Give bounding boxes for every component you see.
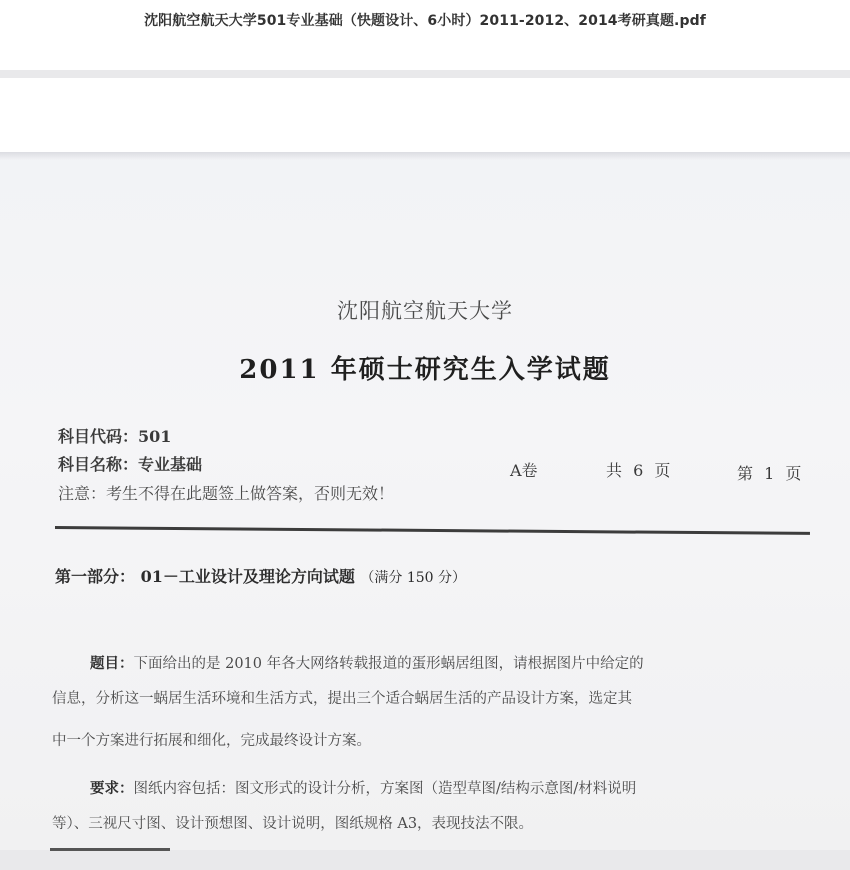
requirement-text-1: 图纸内容包括：图文形式的设计分析，方案图（造型草图/结构示意图/材料说明 <box>133 781 637 797</box>
question-text-1: 下面给出的是 2010 年各大网络转载报道的蛋形蜗居组图，请根据图片中给定的 <box>133 656 644 672</box>
document-title-bar <box>0 0 850 70</box>
part-score: （满分 150 分） <box>360 570 467 586</box>
page-edge-shadow <box>0 152 850 160</box>
header-rule <box>55 526 810 535</box>
title-divider <box>0 70 850 78</box>
paper-type: A卷 <box>510 461 538 480</box>
question-line-2: 信息，分析这一蜗居生活环境和生活方式，提出三个适合蜗居生活的产品设计方案，选定其 <box>52 691 632 707</box>
university-name: 沈阳航空航天大学 <box>337 299 513 323</box>
page-gap <box>0 78 850 152</box>
next-page-rule <box>50 848 170 851</box>
requirement-line-1 <box>90 777 636 798</box>
part-heading-text: 第一部分： 01－工业设计及理论方向试题 <box>55 567 355 586</box>
page-current: 第 1 页 <box>737 464 802 483</box>
subject-name: 科目名称：专业基础 <box>58 455 203 474</box>
question-line-1 <box>90 652 644 673</box>
document-page <box>0 152 850 850</box>
exam-title: 2011 年硕士研究生入学试题 <box>239 355 611 385</box>
exam-notice: 注意：考生不得在此题签上做答案，否则无效！ <box>58 484 395 503</box>
question-line-3: 中一个方案进行拓展和细化，完成最终设计方案。 <box>52 733 371 749</box>
page-total: 共 6 页 <box>606 461 671 480</box>
bottom-divider <box>0 850 850 870</box>
question-label: 题目： <box>90 655 134 672</box>
requirement-label: 要求： <box>90 780 134 797</box>
requirement-line-2: 等）、三视尺寸图、设计预想图、设计说明，图纸规格 A3，表现技法不限。 <box>52 816 534 832</box>
document-title: 沈阳航空航天大学501专业基础（快题设计、6小时）2011-2012、2014考研真题.pdf <box>144 13 706 29</box>
subject-code: 科目代码：501 <box>58 427 172 446</box>
part-heading <box>55 564 466 587</box>
